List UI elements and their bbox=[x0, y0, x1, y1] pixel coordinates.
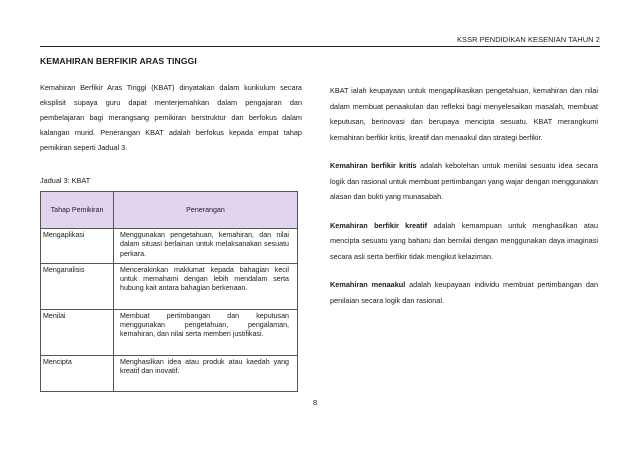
section-title: KEMAHIRAN BERFIKIR ARAS TINGGI bbox=[40, 56, 197, 66]
page-number: 8 bbox=[313, 398, 318, 407]
row-term: Menilai bbox=[41, 309, 114, 355]
table-row bbox=[41, 309, 298, 355]
row-description: Membuat pertimbangan dan keputusan menggunakan pengetahuan, pengalaman, kemahiran, dan nilai serta memberi justifikasi. bbox=[114, 309, 298, 355]
table-row bbox=[41, 355, 298, 391]
row-description: Menggunakan pengetahuan, kemahiran, dan nilai dalam situasi berlainan untuk melaksanakan sesuatu perkara. bbox=[114, 229, 298, 264]
creative-thinking-paragraph bbox=[330, 218, 598, 265]
table-header-row bbox=[41, 192, 298, 229]
creative-thinking-text: adalah kemampuan untuk menghasilkan atau mencipta sesuatu yang baharu dan bernilai dengan menggunakan daya imaginasi secara asli serta berfikir tidak mengikut kelaziman. bbox=[330, 220, 598, 261]
critical-thinking-text: adalah kebolehan untuk menilai sesuatu idea secara logik dan rasional untuk membuat pertimbangan yang wajar dengan menggunakan alasan dan bukti yang munasabah. bbox=[330, 161, 598, 201]
table-row bbox=[41, 229, 298, 264]
kbat-table bbox=[40, 191, 298, 392]
row-term: Mencipta bbox=[41, 355, 114, 391]
reasoning-term: Kemahiran menaakul bbox=[330, 280, 406, 289]
table-caption: Jadual 3: KBAT bbox=[40, 176, 91, 185]
header-divider bbox=[40, 46, 600, 47]
header-tahap-pemikiran: Tahap Pemikiran bbox=[41, 192, 114, 229]
row-description: Menghasilkan idea atau produk atau kaedah yang kreatif dan inovatif. bbox=[114, 355, 298, 391]
right-column bbox=[330, 83, 598, 308]
reasoning-paragraph bbox=[330, 277, 598, 308]
table-row bbox=[41, 263, 298, 309]
left-column bbox=[40, 80, 302, 155]
creative-thinking-term: Kemahiran berfikir kreatif bbox=[330, 220, 428, 230]
reasoning-text: adalah keupayaan individu membuat pertimbangan dan penilaian secara logik dan rasional. bbox=[330, 280, 598, 305]
row-term: Menganalisis bbox=[41, 263, 114, 309]
intro-paragraph: Kemahiran Berfikir Aras Tinggi (KBAT) dinyatakan dalam kurikulum secara eksplisit supaya guru dapat menterjemahkan dalam pengajaran dan pembelajaran bagi merangsang pemikiran berstruktur dan berfokus dalam kalangan murid. Penerangan KBAT adalah berfokus kepada empat tahap pemikiran seperti Jadual 3. bbox=[40, 83, 302, 153]
row-term: Mengaplikasi bbox=[41, 229, 114, 264]
row-description: Mencerakinkan maklumat kepada bahagian kecil untuk memahami dengan lebih mendalam serta hubung kait antara bahagian berkenaan. bbox=[114, 263, 298, 309]
header-penerangan: Penerangan bbox=[114, 192, 298, 229]
running-header: KSSR PENDIDIKAN KESENIAN TAHUN 2 bbox=[457, 35, 600, 44]
critical-thinking-paragraph bbox=[330, 158, 598, 205]
kbat-definition-paragraph: KBAT ialah keupayaan untuk mengaplikasikan pengetahuan, kemahiran dan nilai dalam membuat penaakulan dan refleksi bagi menyelesaikan masalah, membuat keputusan, berinovasi dan berupaya mencipta sesuatu. KBAT merangkumi kemahiran berfikir kritis, kreatif dan menaakul dan strategi berfikir. bbox=[330, 86, 598, 142]
critical-thinking-term: Kemahiran berfikir kritis bbox=[330, 161, 417, 170]
